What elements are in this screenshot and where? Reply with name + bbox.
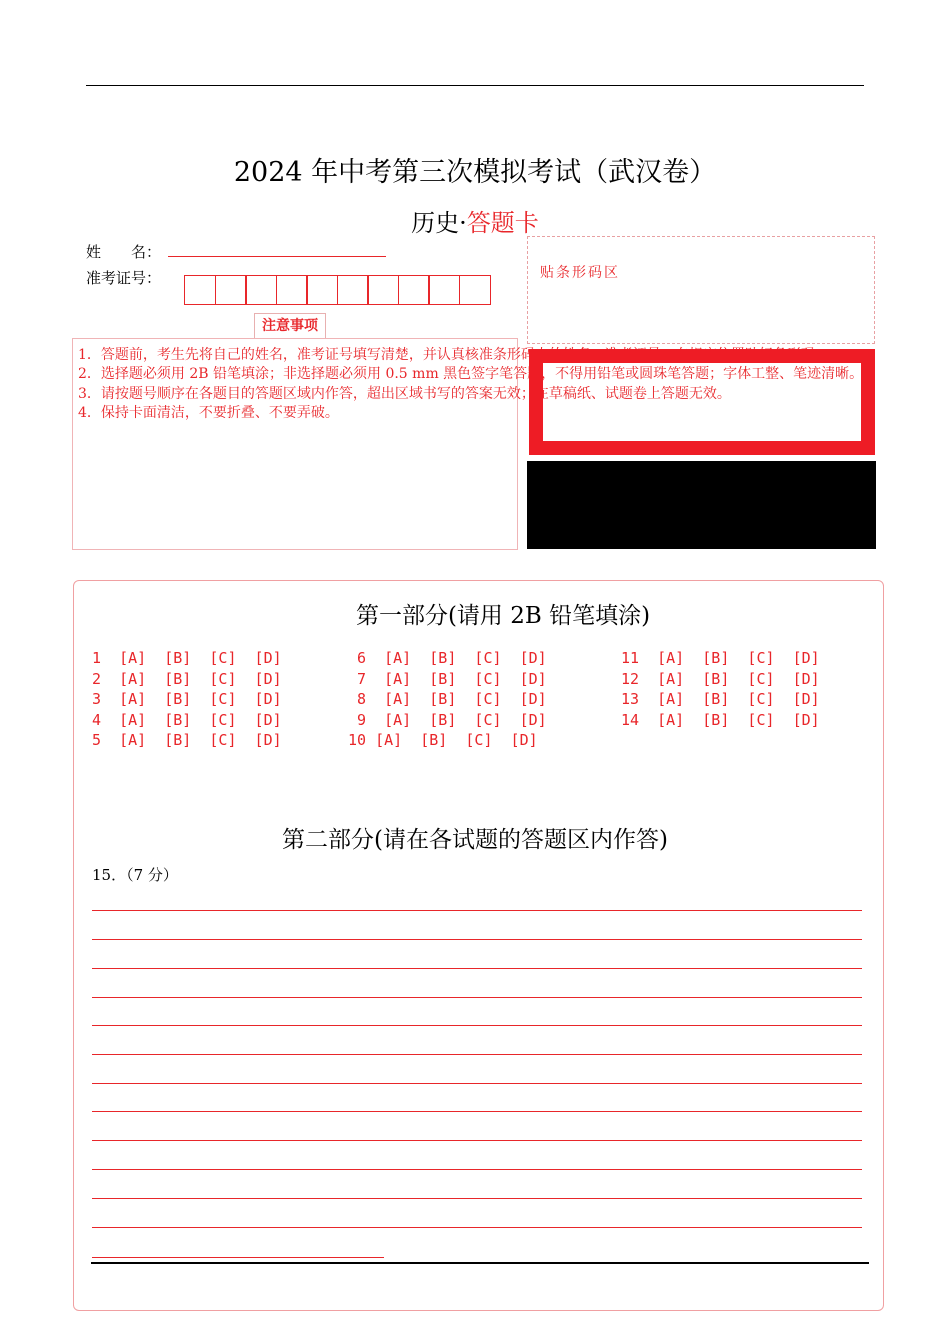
part2-title: 第二部分(请在各试题的答题区内作答) — [282, 827, 668, 853]
choice-row[interactable]: 14 [A] [B] [C] [D] — [621, 710, 820, 729]
absent-mark-block — [527, 461, 876, 549]
id-digit-box[interactable] — [306, 275, 338, 305]
notice-tag: 注意事项 — [254, 313, 326, 339]
id-label: 准考证号： — [86, 269, 162, 287]
choice-column-2 — [348, 648, 547, 751]
answer-line[interactable] — [92, 1054, 862, 1055]
card-label: 答题卡 — [466, 209, 539, 237]
exam-title: 2024 年中考第三次模拟考试（武汉卷） — [233, 157, 717, 188]
answer-line[interactable] — [92, 1140, 862, 1141]
id-digit-box[interactable] — [459, 275, 491, 305]
answer-line[interactable] — [92, 1169, 862, 1170]
choice-row[interactable]: 9 [A] [B] [C] [D] — [348, 710, 547, 729]
notice-item: 1．答题前，考生先将自己的姓名，准考证号填写清楚，并认真核准条形码上的姓名、准考证号，在规定位置贴好条形码。 — [78, 347, 829, 363]
barcode-area — [527, 236, 875, 344]
choice-row[interactable]: 4 [A] [B] [C] [D] — [92, 710, 282, 729]
answer-line[interactable] — [92, 997, 862, 998]
id-digit-box[interactable] — [367, 275, 399, 305]
choice-row[interactable]: 11 [A] [B] [C] [D] — [621, 649, 820, 667]
choice-row[interactable]: 1 [A] [B] [C] [D] — [92, 649, 282, 667]
id-digit-box[interactable] — [428, 275, 460, 305]
choice-row[interactable]: 3 [A] [B] [C] [D] — [92, 690, 282, 708]
answer-line[interactable] — [92, 1198, 862, 1199]
choice-row[interactable]: 5 [A] [B] [C] [D] — [92, 731, 282, 749]
id-digit-box[interactable] — [245, 275, 277, 305]
choice-row[interactable]: 8 [A] [B] [C] [D] — [348, 690, 547, 708]
id-digit-box[interactable] — [215, 275, 247, 305]
top-rule — [86, 85, 864, 86]
answer-line[interactable] — [92, 939, 862, 940]
exam-id-boxes[interactable] — [184, 275, 489, 305]
subject-name: 历史 — [411, 209, 460, 237]
answer-line[interactable] — [92, 1111, 862, 1112]
choice-row[interactable]: 6 [A] [B] [C] [D] — [348, 649, 547, 667]
id-digit-box[interactable] — [337, 275, 369, 305]
answer-line-short[interactable] — [92, 1257, 384, 1258]
bottom-rule — [91, 1262, 869, 1264]
name-label: 姓 名： — [86, 243, 162, 261]
name-field[interactable] — [168, 256, 386, 257]
question-15-label: 15．（7 分） — [92, 866, 178, 884]
barcode-label: 贴条形码区 — [540, 265, 620, 281]
missing-mark-frame — [529, 349, 875, 455]
notice-item: 3．请按题号顺序在各题目的答题区域内作答，超出区域书写的答案无效；在草稿纸、试题卷上答题无效。 — [78, 385, 731, 402]
choice-row[interactable]: 13 [A] [B] [C] [D] — [621, 690, 820, 708]
answer-line[interactable] — [92, 1083, 862, 1084]
choice-row[interactable]: 2 [A] [B] [C] [D] — [92, 669, 282, 688]
notice-item: 2．选择题必须用 2B 铅笔填涂；非选择题必须用 0.5 mm 黑色签字笔答题，不得用铅笔或圆珠笔答题；字体工整、笔迹清晰。 — [78, 366, 864, 383]
choice-row[interactable]: 7 [A] [B] [C] [D] — [348, 669, 547, 688]
answer-line[interactable] — [92, 1227, 862, 1228]
choice-column-1 — [92, 648, 282, 751]
notice-item: 4．保持卡面清洁，不要折叠、不要弄破。 — [78, 404, 339, 421]
choice-row[interactable]: 10 [A] [B] [C] [D] — [348, 731, 538, 749]
choice-row[interactable]: 12 [A] [B] [C] [D] — [621, 669, 820, 688]
answer-line[interactable] — [92, 910, 862, 911]
id-digit-box[interactable] — [398, 275, 430, 305]
answer-line[interactable] — [92, 968, 862, 969]
id-digit-box[interactable] — [184, 275, 216, 305]
choice-column-3 — [621, 648, 820, 730]
id-digit-box[interactable] — [276, 275, 308, 305]
card-subtitle — [0, 203, 950, 238]
answer-line[interactable] — [92, 1025, 862, 1026]
subtitle-separator: · — [459, 209, 467, 237]
part1-title: 第一部分(请用 2B 铅笔填涂) — [355, 603, 651, 629]
